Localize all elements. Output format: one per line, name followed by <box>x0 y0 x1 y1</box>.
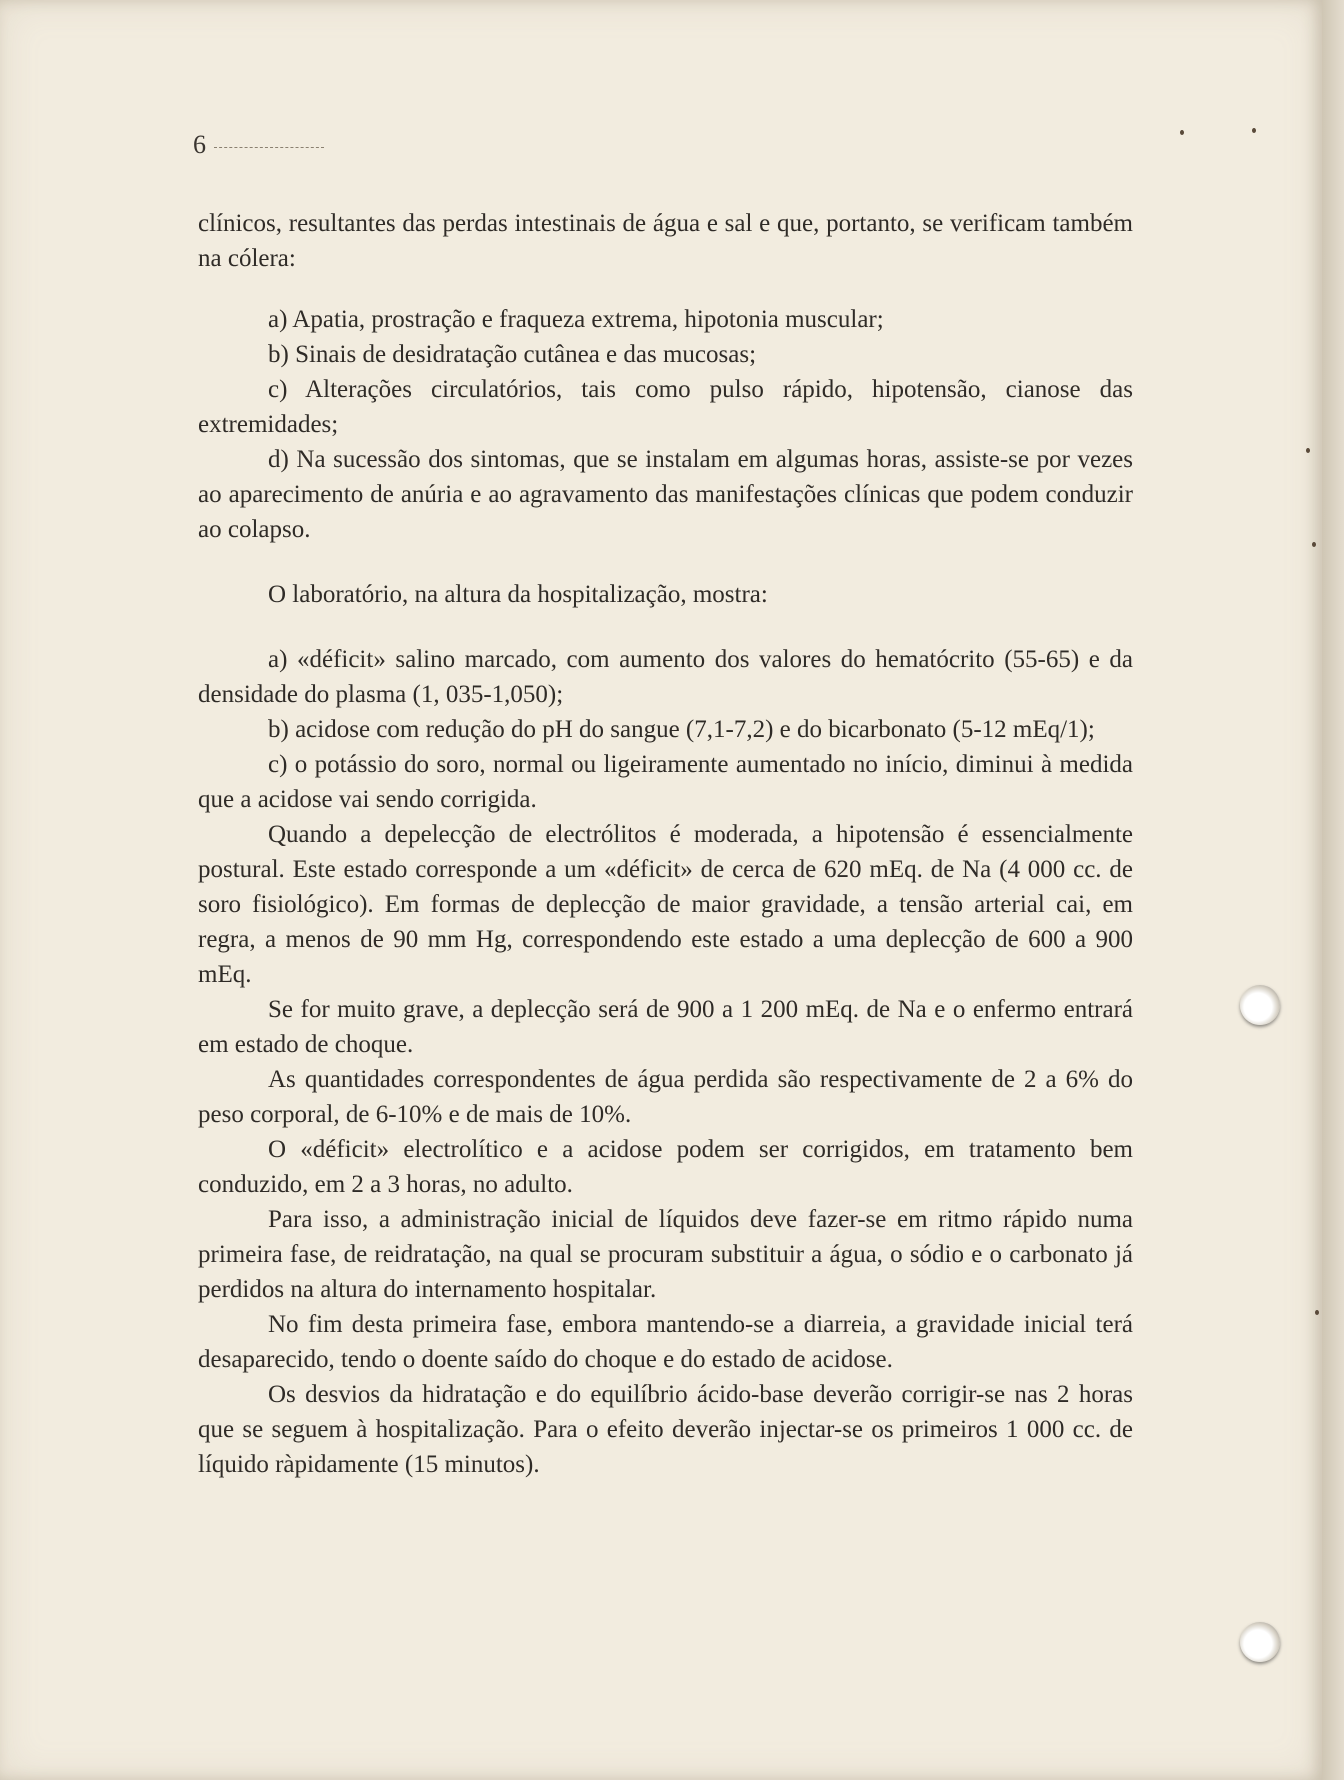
punch-hole-upper <box>1240 985 1280 1025</box>
paragraph-administration: Para isso, a administração inicial de líquidos deve fazer-se em ritmo rápido numa primeira fase, de reidratação, na qual se procuram substituir a água, o sódio e o carbonato já perdidos na altura do internamento hospitalar. <box>198 1206 1133 1303</box>
body-text <box>198 206 1133 1482</box>
paper-speck <box>1306 448 1310 453</box>
symptom-b: b) Sinais de desidratação cutânea e das mucosas; <box>268 341 757 368</box>
paragraph-correction: O «déficit» electrolítico e a acidose podem ser corrigidos, em tratamento bem conduzido, em 2 a 3 horas, no adulto. <box>198 1136 1133 1198</box>
punch-hole-lower <box>1240 1622 1280 1662</box>
page-edge <box>1322 0 1344 1780</box>
paragraph-first-phase: No fim desta primeira fase, embora mantendo-se a diarreia, a gravidade inicial terá desaparecido, tendo o doente saído do choque e do estado de acidose. <box>198 1311 1133 1373</box>
lab-item-b: b) acidose com redução do pH do sangue (7,1-7,2) e do bicarbonato (5-12 mEq/1); <box>268 716 1095 743</box>
paper-speck <box>1312 542 1316 547</box>
symptom-d: d) Na sucessão dos sintomas, que se instalam em algumas horas, assiste-se por vezes ao aparecimento de anúria e ao agravamento das manifestações clínicas que podem conduzir ao colapso. <box>198 446 1133 543</box>
page-number-text: 6 <box>193 130 206 159</box>
symptom-a: a) Apatia, prostração e fraqueza extrema, hipotonia muscular; <box>268 306 884 333</box>
lab-item-a: a) «déficit» salino marcado, com aumento dos valores do hematócrito (55-65) e da densidade do plasma (1, 035-1,050); <box>198 646 1133 708</box>
paper-speck <box>1315 1310 1319 1315</box>
paper-speck <box>1252 128 1256 133</box>
paper-speck <box>1180 130 1184 135</box>
paragraph-water-loss: As quantidades correspondentes de água perdida são respectivamente de 2 a 6% do peso corporal, de 6-10% e de mais de 10%. <box>198 1066 1133 1128</box>
paragraph-severe: Se for muito grave, a deplecção será de 900 a 1 200 mEq. de Na e o enfermo entrará em estado de choque. <box>198 996 1133 1058</box>
lab-item-c: c) o potássio do soro, normal ou ligeiramente aumentado no início, diminui à medida que a acidose vai sendo corrigida. <box>198 751 1133 813</box>
lab-intro: O laboratório, na altura da hospitalização, mostra: <box>268 581 768 608</box>
page-number <box>193 130 324 160</box>
paragraph-depletion: Quando a depelecção de electrólitos é moderada, a hipotensão é essencialmente postural. Este estado corresponde a um «déficit» de cerca de 620 mEq. de Na (4 000 cc. de soro fisiológico). Em formas de deplecção de maior gravidade, a tensão arterial cai, em regra, a menos de 90 mm Hg, correspondendo este estado a uma deplecção de 600 a 900 mEq. <box>198 821 1133 988</box>
page-number-rule <box>214 147 324 148</box>
intro-paragraph: clínicos, resultantes das perdas intestinais de água e sal e que, portanto, se verificam também na cólera: <box>198 210 1133 272</box>
symptom-c: c) Alterações circulatórios, tais como pulso rápido, hipotensão, cianose das extremidades; <box>198 376 1133 438</box>
paragraph-deviations: Os desvios da hidratação e do equilíbrio ácido-base deverão corrigir-se nas 2 horas que se seguem à hospitalização. Para o efeito deverão injectar-se os primeiros 1 000 cc. de líquido ràpidamente (15 minutos). <box>198 1381 1133 1478</box>
